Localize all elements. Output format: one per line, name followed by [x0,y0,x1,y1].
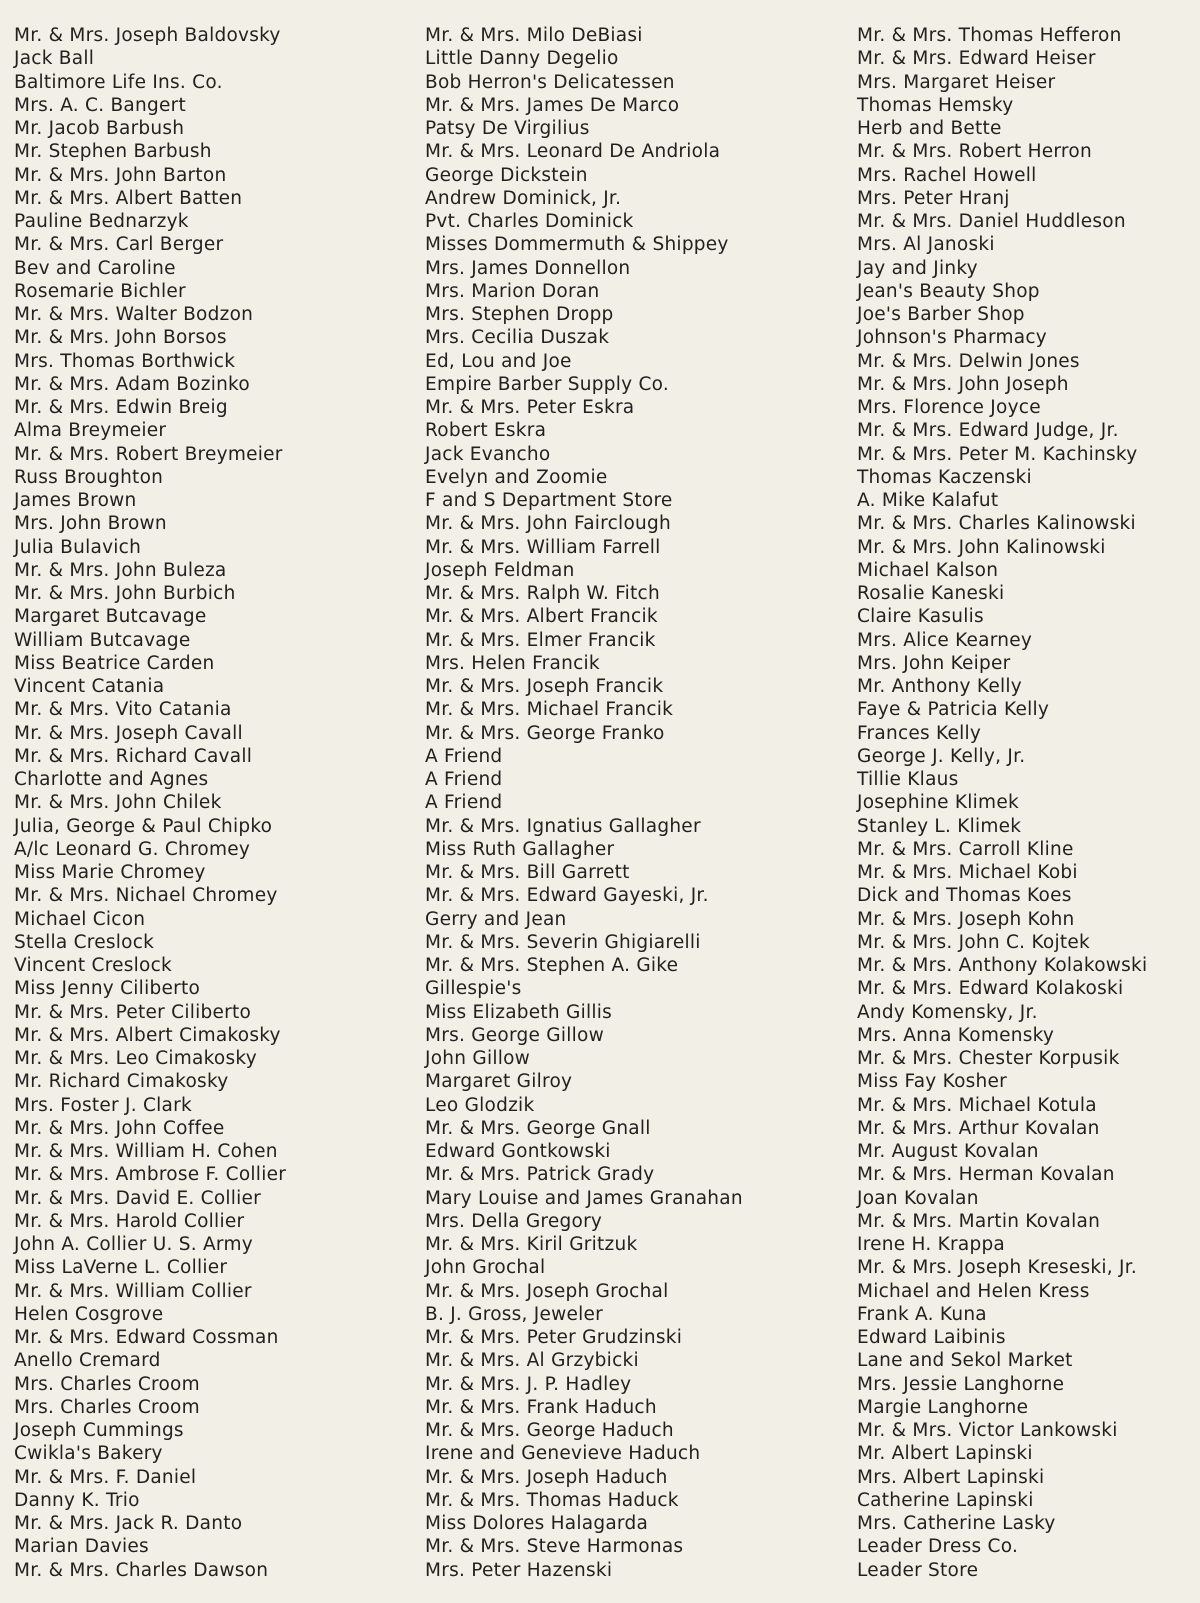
patron-entry: Mr. & Mrs. Albert Cimakosky [14,1024,281,1046]
patron-entry: Pauline Bednarzyk [14,211,189,232]
patron-entry: Joseph Cummings [14,1420,184,1441]
patron-entry: Mrs. Rachel Howell [857,164,1037,186]
patron-entry: Cwikla's Bakery [14,1443,163,1465]
patron-entry: A Friend [425,769,503,790]
patron-entry: Mrs. Jessie Langhorne [857,1373,1065,1395]
patron-entry: Miss LaVerne L. Collier [14,1257,228,1279]
patron-entry: Patsy De Virgilius [425,118,590,139]
patron-entry: Mr. & Mrs. David E. Collier [14,1187,262,1209]
patron-entry: Miss Marie Chromey [14,862,206,883]
patron-entry: John Grochal [425,1257,546,1279]
patron-entry: Mr. & Mrs. Nichael Chromey [14,885,278,907]
patron-entry: Mr. & Mrs. Joseph Kreseski, Jr. [857,1257,1138,1279]
patron-entry: Mr. & Mrs. John Joseph [857,373,1069,395]
patron-entry: Mrs. Della Gregory [425,1210,603,1232]
patron-entry: Mr. & Mrs. George Franko [425,722,665,744]
patron-column-2 [425,24,845,1582]
patron-entry: Mr. & Mrs. Herman Kovalan [857,1164,1115,1186]
patron-entry: Mrs. James Donnellon [425,257,631,279]
patron-entry: Mrs. Albert Lapinski [857,1466,1045,1488]
patron-entry: Mr. & Mrs. Martin Kovalan [857,1210,1101,1232]
patron-entry: Frank A. Kuna [857,1303,987,1325]
patron-entry: Dick and Thomas Koes [857,885,1072,907]
patron-entry: Mr. & Mrs. John Borsos [14,327,227,349]
patron-entry: Leader Store [857,1559,979,1581]
patron-entry: George J. Kelly, Jr. [857,745,1026,767]
patron-entry: Leo Glodzik [425,1094,535,1116]
patron-entry: Robert Eskra [425,420,547,442]
patron-entry: Stella Creslock [14,931,155,953]
patron-entry: Mr. & Mrs. Delwin Jones [857,350,1080,372]
patron-entry: Thomas Kaczenski [857,466,1032,488]
patron-entry: Mr. & Mrs. George Gnall [425,1117,651,1139]
patron-entry: Anello Cremard [14,1350,161,1372]
patron-entry: Mr. & Mrs. Charles Dawson [14,1559,269,1581]
patron-entry: Frances Kelly [857,722,982,744]
patron-entry: Mrs. Helen Francik [425,652,600,674]
patron-entry: A/lc Leonard G. Chromey [14,838,251,860]
patron-entry: Faye & Patricia Kelly [857,699,1050,721]
patron-entry: Leader Dress Co. [857,1536,1019,1558]
patron-entry: Mr. & Mrs. Arthur Kovalan [857,1117,1100,1139]
patron-entry: Mr. & Mrs. Bill Garrett [425,862,630,883]
patron-entry: Mr. & Mrs. Peter Ciliberto [14,1001,252,1023]
patron-entry: Mrs. Alice Kearney [857,629,1033,651]
patron-entry: Mrs. Foster J. Clark [14,1094,192,1116]
patron-entry: Mr. & Mrs. F. Daniel [14,1466,197,1488]
patron-entry: Joseph Feldman [425,559,575,581]
patron-entry: Vincent Catania [14,676,165,697]
patron-entry: Joe's Barber Shop [857,304,1025,325]
patron-entry: Mr. & Mrs. Thomas Hefferon [857,25,1122,46]
patron-entry: A Friend [425,745,503,767]
patron-entry: George Dickstein [425,164,588,186]
patron-entry: Bev and Caroline [14,257,176,279]
patron-entry: Mr. & Mrs. Richard Cavall [14,745,253,767]
patron-entry: Empire Barber Supply Co. [425,373,670,395]
patron-entry: Alma Breymeier [14,420,167,442]
patron-entry: Mr. & Mrs. Severin Ghigiarelli [425,931,701,953]
patron-entry: Catherine Lapinski [857,1489,1034,1511]
patron-entry: Mr. & Mrs. Chester Korpusik [857,1048,1120,1069]
patron-entry: Andy Komensky, Jr. [857,1001,1038,1023]
patron-entry: Mr. & Mrs. Victor Lankowski [857,1420,1118,1441]
patron-entry: Mr. & Mrs. Edwin Breig [14,397,228,418]
patron-entry: Margie Langhorne [857,1396,1029,1418]
patron-entry: Mary Louise and James Granahan [425,1187,743,1209]
patron-entry: Rosalie Kaneski [857,583,1005,604]
patron-entry: Mr. & Mrs. Edward Cossman [14,1327,279,1348]
patron-entry: Mrs. John Brown [14,513,167,535]
patron-entry: Jean's Beauty Shop [857,280,1040,302]
patron-entry: William Butcavage [14,629,191,651]
patron-entry: Mr. & Mrs. Ignatius Gallagher [425,815,701,837]
patron-entry: Andrew Dominick, Jr. [425,187,622,209]
patron-entry: Mr. & Mrs. Michael Kotula [857,1094,1097,1116]
patron-entry: Mr. & Mrs. Edward Heiser [857,48,1096,70]
patron-entry: Mr. & Mrs. Joseph Kohn [857,908,1075,930]
patron-entry: Mr. & Mrs. Ambrose F. Collier [14,1164,287,1186]
patron-entry: Mr. & Mrs. Joseph Haduch [425,1466,668,1488]
patron-entry: Vincent Creslock [14,955,173,976]
patron-entry: Ed, Lou and Joe [425,350,572,372]
patron-entry: Mrs. Charles Croom [14,1373,200,1395]
patron-entry: Thomas Hemsky [857,94,1014,116]
patron-entry: Miss Elizabeth Gillis [425,1001,613,1023]
patron-entry: Mr. & Mrs. Adam Bozinko [14,373,250,395]
patron-entry: Miss Fay Kosher [857,1071,1007,1093]
patron-entry: Mr. & Mrs. Albert Batten [14,187,243,209]
patron-entry: Mr. & Mrs. J. P. Hadley [425,1373,632,1395]
patron-entry: Jay and Jinky [857,257,978,279]
patron-entry: Mrs. Stephen Dropp [425,304,614,325]
patron-entry: Mr. & Mrs. Peter Grudzinski [425,1327,683,1348]
patron-entry: Josephine Klimek [857,792,1019,814]
patron-entry: Margaret Butcavage [14,606,207,628]
patron-entry: Julia, George & Paul Chipko [14,815,273,837]
patron-entry: Mr. Anthony Kelly [857,676,1022,697]
patron-entry: Russ Broughton [14,466,164,488]
patron-entry: Pvt. Charles Dominick [425,211,634,232]
patron-entry: Mrs. Thomas Borthwick [14,350,236,372]
patron-entry: Lane and Sekol Market [857,1350,1073,1372]
patron-entry: Mr. & Mrs. James De Marco [425,94,680,116]
patron-entry: Mr. & Mrs. Joseph Francik [425,676,664,697]
patron-entry: Mr. & Mrs. Al Grzybicki [425,1350,639,1372]
patron-entry: Mr. & Mrs. Milo DeBiasi [425,25,643,46]
patron-entry: Julia Bulavich [14,536,142,558]
patron-entry: Mr. & Mrs. Walter Bodzon [14,304,254,325]
patron-entry: A Friend [425,792,503,814]
patron-entry: Jack Ball [14,48,95,70]
patron-entry: Mr. & Mrs. John Chilek [14,792,222,814]
patron-entry: Danny K. Trio [14,1489,140,1511]
patron-entry: Mr. & Mrs. Elmer Francik [425,629,656,651]
patron-entry: Irene H. Krappa [857,1234,1006,1255]
patron-entry: Mrs. Florence Joyce [857,397,1041,418]
patron-entry: Mr. & Mrs. Albert Francik [425,606,658,628]
patron-entry: Mr. & Mrs. Joseph Baldovsky [14,25,281,46]
patron-entry: Mr. & Mrs. Jack R. Danto [14,1513,243,1534]
patron-entry: Rosemarie Bichler [14,280,186,302]
patron-entry: Mr. & Mrs. Robert Herron [857,141,1092,163]
patron-entry: Bob Herron's Delicatessen [425,71,675,93]
patron-entry: Mr. & Mrs. Thomas Haduck [425,1489,679,1511]
patron-entry: Mrs. Margaret Heiser [857,71,1056,93]
patron-entry: Mr. & Mrs. George Haduch [425,1420,674,1441]
patron-entry: Miss Dolores Halagarda [425,1513,649,1534]
patron-entry: Mr. & Mrs. Vito Catania [14,699,232,721]
patron-entry: Miss Beatrice Carden [14,652,215,674]
patron-entry: A. Mike Kalafut [857,490,999,511]
patron-entry: Mrs. Catherine Lasky [857,1513,1056,1534]
patron-entry: Herb and Bette [857,118,1002,139]
patron-entry: Mr. & Mrs. Stephen A. Gike [425,955,679,976]
patron-entry: B. J. Gross, Jeweler [425,1303,604,1325]
patron-entry: James Brown [14,490,137,511]
patron-entry: Mrs. Cecilia Duszak [425,327,610,349]
patron-entry: Mr. Jacob Barbush [14,118,185,139]
patron-entry: Mr. & Mrs. Carl Berger [14,234,224,256]
patron-entry: John A. Collier U. S. Army [14,1234,253,1255]
patron-entry: Mr. Stephen Barbush [14,141,212,163]
patron-entry: Charlotte and Agnes [14,769,209,790]
patron-entry: Misses Dommermuth & Shippey [425,234,729,256]
patron-entry: Mr. & Mrs. Anthony Kolakowski [857,955,1148,976]
patron-entry: Mr. & Mrs. John Fairclough [425,513,671,535]
patron-entry: Mr. & Mrs. Leo Cimakosky [14,1048,257,1069]
patron-entry: Evelyn and Zoomie [425,466,608,488]
patron-entry: Mr. & Mrs. Robert Breymeier [14,443,283,465]
patron-entry: Johnson's Pharmacy [857,327,1047,349]
patron-entry: Miss Jenny Ciliberto [14,978,201,1000]
patron-entry: Mr. & Mrs. Harold Collier [14,1210,245,1232]
patron-entry: Mr. & Mrs. Carroll Kline [857,838,1074,860]
patron-entry: Miss Ruth Gallagher [425,838,615,860]
patron-entry: Mr. & Mrs. Daniel Huddleson [857,211,1126,232]
patron-entry: Mr. & Mrs. John Barton [14,164,227,186]
patron-entry: Mr. & Mrs. John Coffee [14,1117,225,1139]
patron-entry: Irene and Genevieve Haduch [425,1443,701,1465]
patron-entry: Mr. & Mrs. Michael Kobi [857,862,1078,883]
patron-entry: Mr. & Mrs. William Collier [14,1280,252,1302]
patron-entry: Mr. & Mrs. Frank Haduch [425,1396,657,1418]
patron-entry: Mr. & Mrs. Joseph Grochal [425,1280,669,1302]
patron-entry: Michael Cicon [14,908,146,930]
patron-entry: Mr. & Mrs. Michael Francik [425,699,674,721]
patron-entry: Mrs. Charles Croom [14,1396,200,1418]
patron-entry: Mr. & Mrs. Charles Kalinowski [857,513,1136,535]
patron-entry: Mrs. A. C. Bangert [14,94,186,116]
patron-entry: Mrs. John Keiper [857,652,1011,674]
patron-entry: Mr. & Mrs. Patrick Grady [425,1164,655,1186]
patron-entry: Mr. & Mrs. Kiril Gritzuk [425,1234,638,1255]
patron-entry: Mr. & Mrs. Peter Eskra [425,397,635,418]
patron-entry: Edward Gontkowski [425,1141,611,1162]
patron-entry: Mrs. Peter Hranj [857,187,1010,209]
patron-entry: Stanley L. Klimek [857,815,1022,837]
patron-entry: Claire Kasulis [857,606,984,628]
patron-entry: John Gillow [425,1048,531,1069]
patron-entry: Gillespie's [425,978,522,1000]
patron-entry: Mr. & Mrs. Peter M. Kachinsky [857,443,1138,465]
patron-entry: Joan Kovalan [857,1187,979,1209]
patron-entry: Gerry and Jean [425,908,567,930]
patron-entry: Mr. August Kovalan [857,1141,1039,1162]
patron-entry: Mr. & Mrs. Edward Kolakoski [857,978,1124,1000]
patron-entry: Mr. & Mrs. Joseph Cavall [14,722,243,744]
patron-entry: Edward Laibinis [857,1327,1006,1348]
patron-entry: Helen Cosgrove [14,1303,164,1325]
patron-entry: Mr. Richard Cimakosky [14,1071,229,1093]
patron-entry: Mr. & Mrs. John C. Kojtek [857,931,1090,953]
patron-entry: Tillie Klaus [857,769,959,790]
patron-entry: Mr. & Mrs. John Buleza [14,559,227,581]
patron-entry: Mr. & Mrs. Edward Gayeski, Jr. [425,885,709,907]
patron-entry: Marian Davies [14,1536,149,1558]
patron-entry: Mr. & Mrs. William H. Cohen [14,1141,278,1162]
patron-column-3 [857,24,1197,1582]
patron-entry: F and S Department Store [425,490,673,511]
patron-entry: Jack Evancho [425,443,551,465]
patron-entry: Mr. & Mrs. Edward Judge, Jr. [857,420,1119,442]
patron-entry: Mrs. Peter Hazenski [425,1559,613,1581]
patron-entry: Mrs. Anna Komensky [857,1024,1055,1046]
patron-column-1 [14,24,409,1582]
patron-entry: Mr. & Mrs. William Farrell [425,536,661,558]
patron-entry: Mrs. Al Janoski [857,234,995,256]
patron-entry: Mr. & Mrs. John Burbich [14,583,236,604]
patron-entry: Mr. & Mrs. John Kalinowski [857,536,1106,558]
patron-entry: Mr. Albert Lapinski [857,1443,1033,1465]
patron-entry: Mr. & Mrs. Leonard De Andriola [425,141,721,163]
patron-entry: Little Danny Degelio [425,48,619,70]
patron-entry: Mrs. Marion Doran [425,280,600,302]
patron-entry: Michael and Helen Kress [857,1280,1090,1302]
patron-entry: Mr. & Mrs. Ralph W. Fitch [425,583,660,604]
patron-entry: Mr. & Mrs. Steve Harmonas [425,1536,684,1558]
patron-entry: Michael Kalson [857,559,999,581]
patron-entry: Baltimore Life Ins. Co. [14,71,223,93]
patron-entry: Mrs. George Gillow [425,1024,604,1046]
patron-entry: Margaret Gilroy [425,1071,573,1093]
